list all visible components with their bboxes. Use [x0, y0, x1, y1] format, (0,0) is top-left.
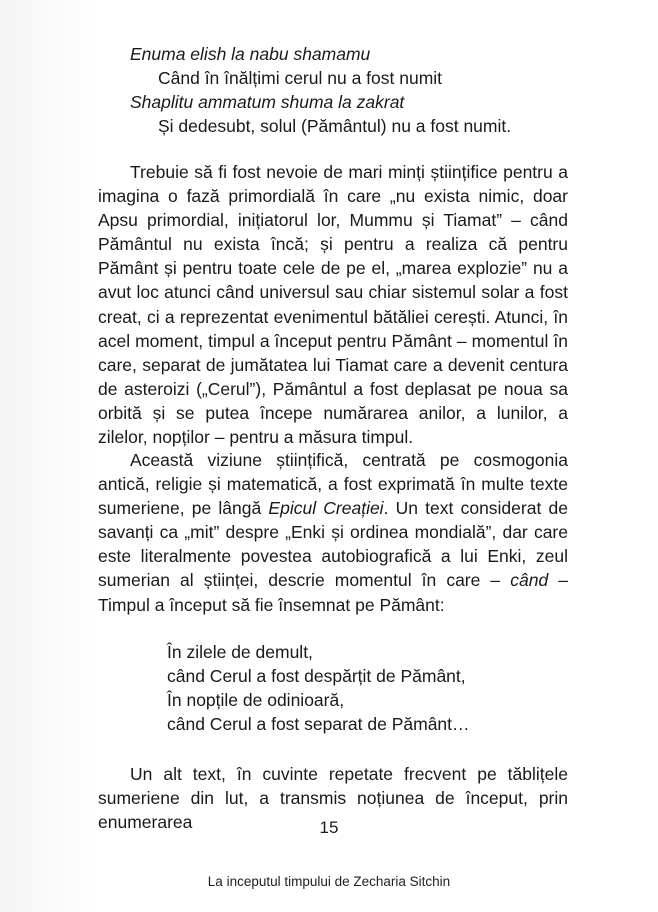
verse-line-2: Când în înălțimi cerul nu a fost numit: [158, 68, 443, 88]
poem-line-4: când Cerul a fost separat de Pământ…: [167, 714, 470, 734]
poem-line-3: În nopțile de odinioară,: [167, 690, 345, 710]
paragraph-2-text-b: . Un text considerat de savanți ca „mit” despre „Enki și ordinea mondială”, dar care este literalmente povestea autobiografică a lui Enki, zeul sumerian al științei, descrie momentul în care –: [98, 498, 568, 591]
page-number: 15: [319, 818, 339, 837]
paragraph-2-text-a: Această viziune științifică, centrată pe cosmogonia antică, religie și matematică, a fost exprimată în multe texte sumeriene, pe lângă: [98, 450, 568, 519]
paragraph-3-text: Un alt text, în cuvinte repetate frecvent pe tăblițele sumeriene din lut, a transmis noțiunea de început, prin enumerarea: [98, 764, 568, 833]
verse-line-4: Și dedesubt, solul (Pământul) nu a fost numit.: [158, 116, 512, 136]
verse-line-3: Shaplitu ammatum shuma la zakrat: [130, 92, 405, 112]
verse-line-1: Enuma elish la nabu shamamu: [130, 44, 371, 64]
paragraph-1: [98, 160, 568, 449]
poem-line-1: În zilele de demult,: [167, 642, 313, 662]
scan-shadow: [0, 0, 96, 912]
poem-line-2: când Cerul a fost despărțit de Pământ,: [167, 666, 466, 686]
page-footer: La inceputul timpului de Zecharia Sitchin: [207, 874, 451, 889]
poem-block: [167, 640, 470, 736]
paragraph-2-emphasis: când: [510, 570, 549, 591]
paragraph-2-text-c: – Timpul a început să fie însemnat pe Pământ:: [98, 570, 568, 615]
paragraph-1-text: Trebuie să fi fost nevoie de mari minți științifice pentru a imagina o fază primordială în care „nu exista nimic, doar Apsu primordial, inițiatorul lor, Mummu și Tiamat” – când Pământul nu exista încă; și pentru a realiza că pentru Pământ și pentru toate cele de pe el, „marea explozie” nu a avut loc atunci când universul sau chiar sistemul solar a fost creat, ci a reprezentat evenimentul bătăliei cerești. Atunci, în acel moment, timpul a început pentru Pământ – momentul în care, separat de jumătatea lui Tiamat care a devenit centura de asteroizi („Cerul”), Pământul a fost deplasat pe noua sa orbită și se putea începe numărarea anilor, a lunilor, a zilelor, nopților – pentru a măsura timpul.: [98, 162, 568, 448]
paragraph-2: [98, 448, 568, 617]
paragraph-2-title: Epicul Creației: [268, 498, 384, 519]
